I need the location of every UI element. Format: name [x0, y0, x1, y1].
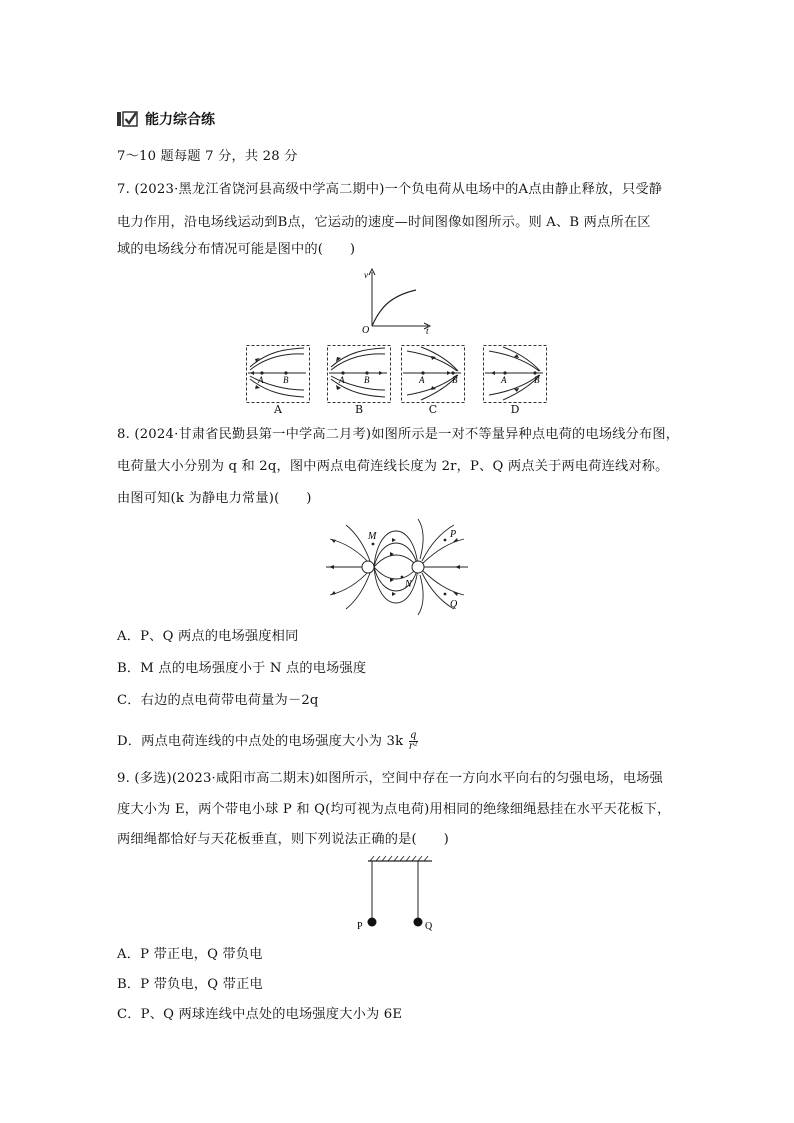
q9-choice-a: A．P 带正电，Q 带负电: [117, 947, 263, 962]
fraction-numerator: q: [410, 730, 417, 741]
q9-line-2: 度大小为 E，两个带电小球 P 和 Q(均可视为点电荷)用相同的绝缘细绳悬挂在水平天花板下，: [117, 802, 671, 817]
opt-d-point-b: B: [534, 375, 540, 385]
hanging-balls-figure: [352, 855, 444, 935]
check-box-icon: [117, 110, 139, 128]
q9-choice-b: B．P 带负电，Q 带正电: [117, 977, 263, 992]
q8-choice-a: A．P、Q 两点的电场强度相同: [117, 629, 299, 644]
option-b-label: B: [354, 403, 364, 416]
opt-a-point-b: B: [283, 375, 289, 385]
q9-line-3: 两细绳都恰好与天花板垂直，则下列说法正确的是( ): [117, 832, 449, 847]
q8-line-2: 电荷量大小分别为 q 和 2q，图中两点电荷连线长度为 2r，P、Q 两点关于两电荷连线对称。: [117, 459, 669, 474]
ball-q-label: Q: [425, 921, 433, 932]
q7-line-3: 域的电场线分布情况可能是图中的( ): [117, 242, 356, 257]
opt-d-point-a: A: [501, 375, 507, 385]
q8-line-3: 由图可知(k 为静电力常量)( ): [117, 491, 312, 506]
graph-v-label: v: [364, 270, 368, 280]
q9-line-1: 9. (多选)(2023·咸阳市高二期末)如图所示，空间中存在一方向水平向右的匀强电场，电场强: [117, 771, 664, 786]
option-d-label: D: [510, 403, 520, 416]
q7-line-2: 电力作用，沿电场线运动到B点，它运动的速度—时间图像如图所示。则 A、B 两点所在区: [117, 215, 651, 230]
option-b-diagram: [327, 345, 391, 403]
graph-origin-label: O: [362, 325, 370, 336]
q8-choice-d-text: D．两点电荷连线的中点处的电场强度大小为 3k: [117, 734, 404, 749]
opt-a-point-a: A: [258, 375, 264, 385]
intro-text: 7～10 题每题 7 分，共 28 分: [117, 149, 298, 164]
option-c-label: C: [428, 403, 438, 416]
point-p-label: P: [450, 529, 457, 540]
option-d-diagram: [483, 345, 547, 403]
opt-b-point-a: A: [339, 375, 345, 385]
section-title: 能力综合练: [145, 112, 215, 128]
point-m-label: M: [368, 531, 377, 542]
q7-line-1: 7. (2023·黑龙江省饶河县高级中学高二期中)一个负电荷从电场中的A点由静止释放，只受静: [117, 182, 663, 197]
opt-b-point-b: B: [364, 375, 370, 385]
opt-c-point-a: A: [419, 375, 425, 385]
point-n-label: N: [405, 579, 412, 590]
graph-t-label: t: [426, 326, 429, 336]
q8-choice-c: C．右边的点电荷带电荷量为－2q: [117, 693, 319, 708]
q9-choice-c: C．P、Q 两球连线中点处的电场强度大小为 6E: [117, 1007, 403, 1022]
option-a-diagram: [246, 345, 310, 403]
field-lines-figure: [322, 517, 472, 617]
fraction-denominator: r²: [408, 741, 418, 752]
q8-line-1: 8. (2024·甘肃省民勤县第一中学高二月考)如图所示是一对不等量异种点电荷的电场线分布图，: [117, 427, 680, 442]
q8-choice-d: [117, 731, 418, 752]
point-q-label: Q: [450, 599, 458, 610]
opt-c-point-b: B: [452, 375, 458, 385]
option-a-label: A: [274, 403, 282, 416]
ball-p-label: P: [357, 921, 363, 932]
q8-choice-b: B．M 点的电场强度小于 N 点的电场强度: [117, 661, 367, 676]
vt-graph: [358, 266, 438, 336]
section-header: [117, 108, 215, 130]
option-c-diagram: [401, 345, 465, 403]
q8-choice-d-fraction: [409, 731, 418, 752]
